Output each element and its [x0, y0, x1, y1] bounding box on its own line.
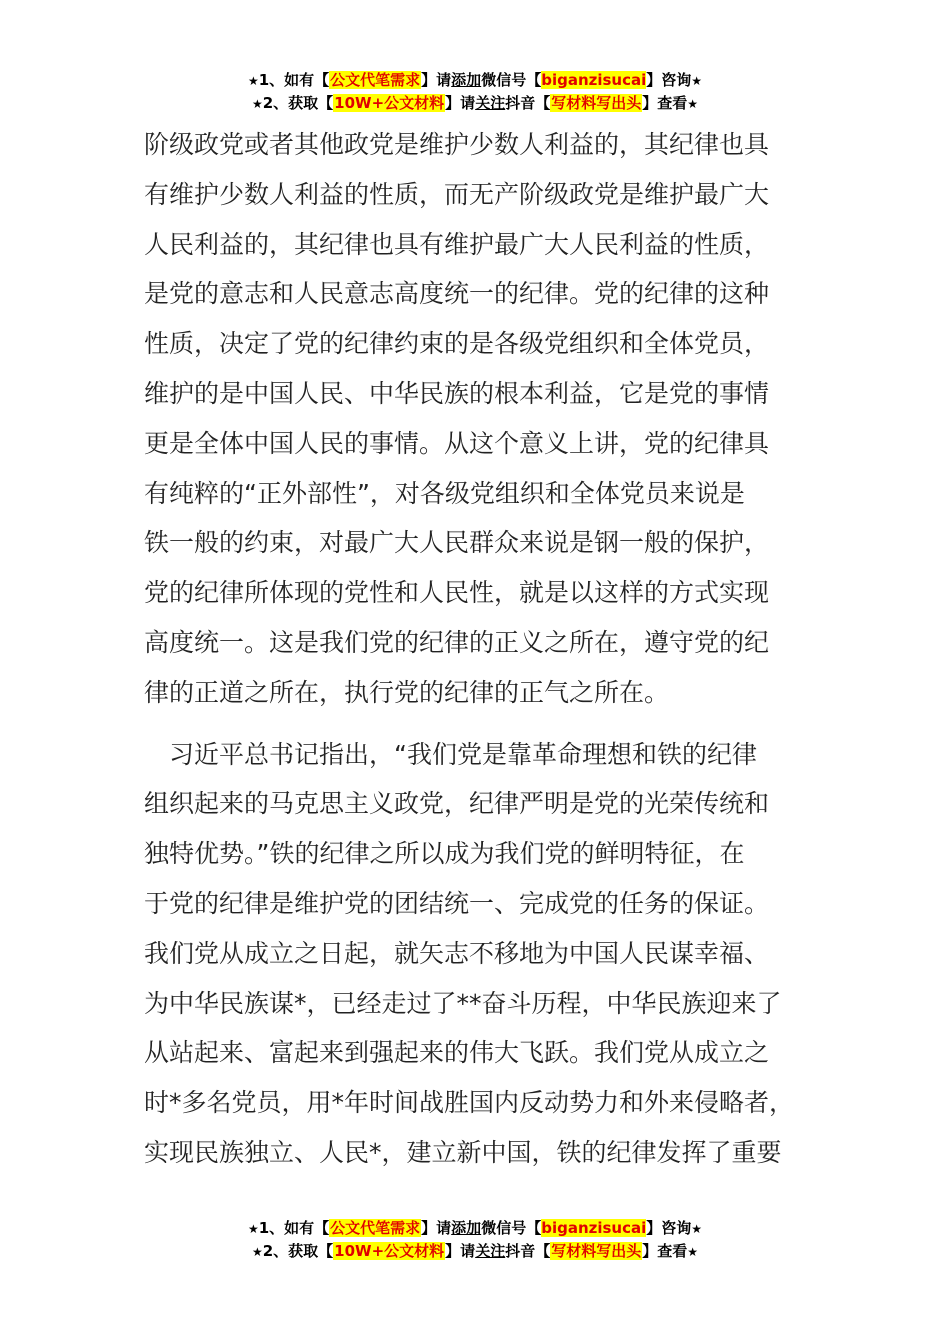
text-line: 有纯粹的“正外部性”，对各级党组织和全体党员来说是	[144, 478, 745, 508]
text-line: 更是全体中国人民的事情。从这个意义上讲，党的纪律具	[144, 428, 770, 458]
paragraph-1	[144, 120, 844, 718]
banner-highlight: 公文代笔需求	[330, 1219, 421, 1237]
banner-text: 】请	[421, 1219, 452, 1237]
banner-text: 抖音【	[505, 1242, 551, 1260]
header-banner	[0, 69, 950, 115]
banner-underlined: 添加	[451, 71, 482, 89]
text-line: 时*多名党员，用*年时间战胜国内反动势力和外来侵略者，	[144, 1088, 795, 1118]
text-line: 独特优势。”铁的纪律之所以成为我们党的鲜明特征，在	[144, 839, 745, 869]
banner-underlined: 关注	[475, 1242, 506, 1260]
banner-text: 】咨询	[646, 71, 692, 89]
banner-text: 2、获取【	[262, 1242, 334, 1260]
banner-text: 】查看	[642, 1242, 688, 1260]
banner-highlight: 公文代笔需求	[330, 71, 421, 89]
banner-text: 】请	[445, 1242, 476, 1260]
banner-line-2	[0, 1240, 950, 1263]
paragraph-2	[144, 730, 844, 1178]
star-icon: ★	[251, 97, 263, 111]
banner-text: 】请	[445, 94, 476, 112]
text-line: 高度统一。这是我们党的纪律的正义之所在，遵守党的纪	[144, 627, 770, 657]
text-line: 律的正道之所在，执行党的纪律的正气之所在。	[144, 677, 670, 707]
star-icon: ★	[691, 1222, 703, 1236]
banner-text: 2、获取【	[262, 94, 334, 112]
text-line: 党的纪律所体现的党性和人民性，就是以这样的方式实现	[144, 578, 770, 608]
text-line: 从站起来、富起来到强起来的伟大飞跃。我们党从成立之	[144, 1038, 770, 1068]
banner-douyin-id: 写材料写出头	[551, 94, 642, 112]
banner-wechat-id: biganzisucai	[541, 1219, 647, 1237]
banner-text: 微信号【	[481, 1219, 542, 1237]
banner-line-1	[0, 1217, 950, 1240]
footer-banner	[0, 1217, 950, 1263]
banner-highlight: 10W+公文材料	[334, 1242, 445, 1260]
banner-text: 】查看	[642, 94, 688, 112]
star-icon: ★	[687, 97, 699, 111]
banner-text: 微信号【	[481, 71, 542, 89]
text-line: 是党的意志和人民意志高度统一的纪律。党的纪律的这种	[144, 279, 770, 309]
banner-wechat-id: biganzisucai	[541, 71, 647, 89]
banner-douyin-id: 写材料写出头	[551, 1242, 642, 1260]
text-line: 于党的纪律是维护党的团结统一、完成党的任务的保证。	[144, 888, 770, 918]
text-line: 有维护少数人利益的性质，而无产阶级政党是维护最广大	[144, 179, 770, 209]
paragraph-gap	[144, 718, 844, 730]
text-line: 我们党从成立之日起，就矢志不移地为中国人民谋幸福、	[144, 938, 770, 968]
star-icon: ★	[691, 74, 703, 88]
text-line: 阶级政党或者其他政党是维护少数人利益的，其纪律也具	[144, 130, 770, 159]
star-icon: ★	[247, 1222, 259, 1236]
banner-text: 1、如有【	[258, 1219, 330, 1237]
text-line: 为中华民族谋*，已经走过了**奋斗历程，中华民族迎来了	[144, 988, 782, 1018]
banner-underlined: 添加	[451, 1219, 482, 1237]
text-line: 维护的是中国人民、中华民族的根本利益，它是党的事情	[144, 378, 770, 408]
document-body	[144, 120, 844, 1178]
banner-text: 】咨询	[646, 1219, 692, 1237]
banner-line-2	[0, 92, 950, 115]
banner-text: 1、如有【	[258, 71, 330, 89]
banner-line-1	[0, 69, 950, 92]
star-icon: ★	[247, 74, 259, 88]
banner-text: 】请	[421, 71, 452, 89]
banner-highlight: 10W+公文材料	[334, 94, 445, 112]
text-line: 组织起来的马克思主义政党，纪律严明是党的光荣传统和	[144, 789, 770, 819]
star-icon: ★	[251, 1245, 263, 1259]
text-line: 人民利益的，其纪律也具有维护最广大人民利益的性质，	[144, 229, 770, 259]
banner-underlined: 关注	[475, 94, 506, 112]
text-line: 性质，决定了党的纪律约束的是各级党组织和全体党员，	[144, 329, 770, 359]
text-line: 铁一般的约束，对最广大人民群众来说是钢一般的保护，	[144, 528, 770, 558]
banner-text: 抖音【	[505, 94, 551, 112]
text-line: 实现民族独立、人民*，建立新中国，铁的纪律发挥了重要	[144, 1137, 782, 1167]
star-icon: ★	[687, 1245, 699, 1259]
text-line: 习近平总书记指出，“我们党是靠革命理想和铁的纪律	[144, 739, 757, 769]
